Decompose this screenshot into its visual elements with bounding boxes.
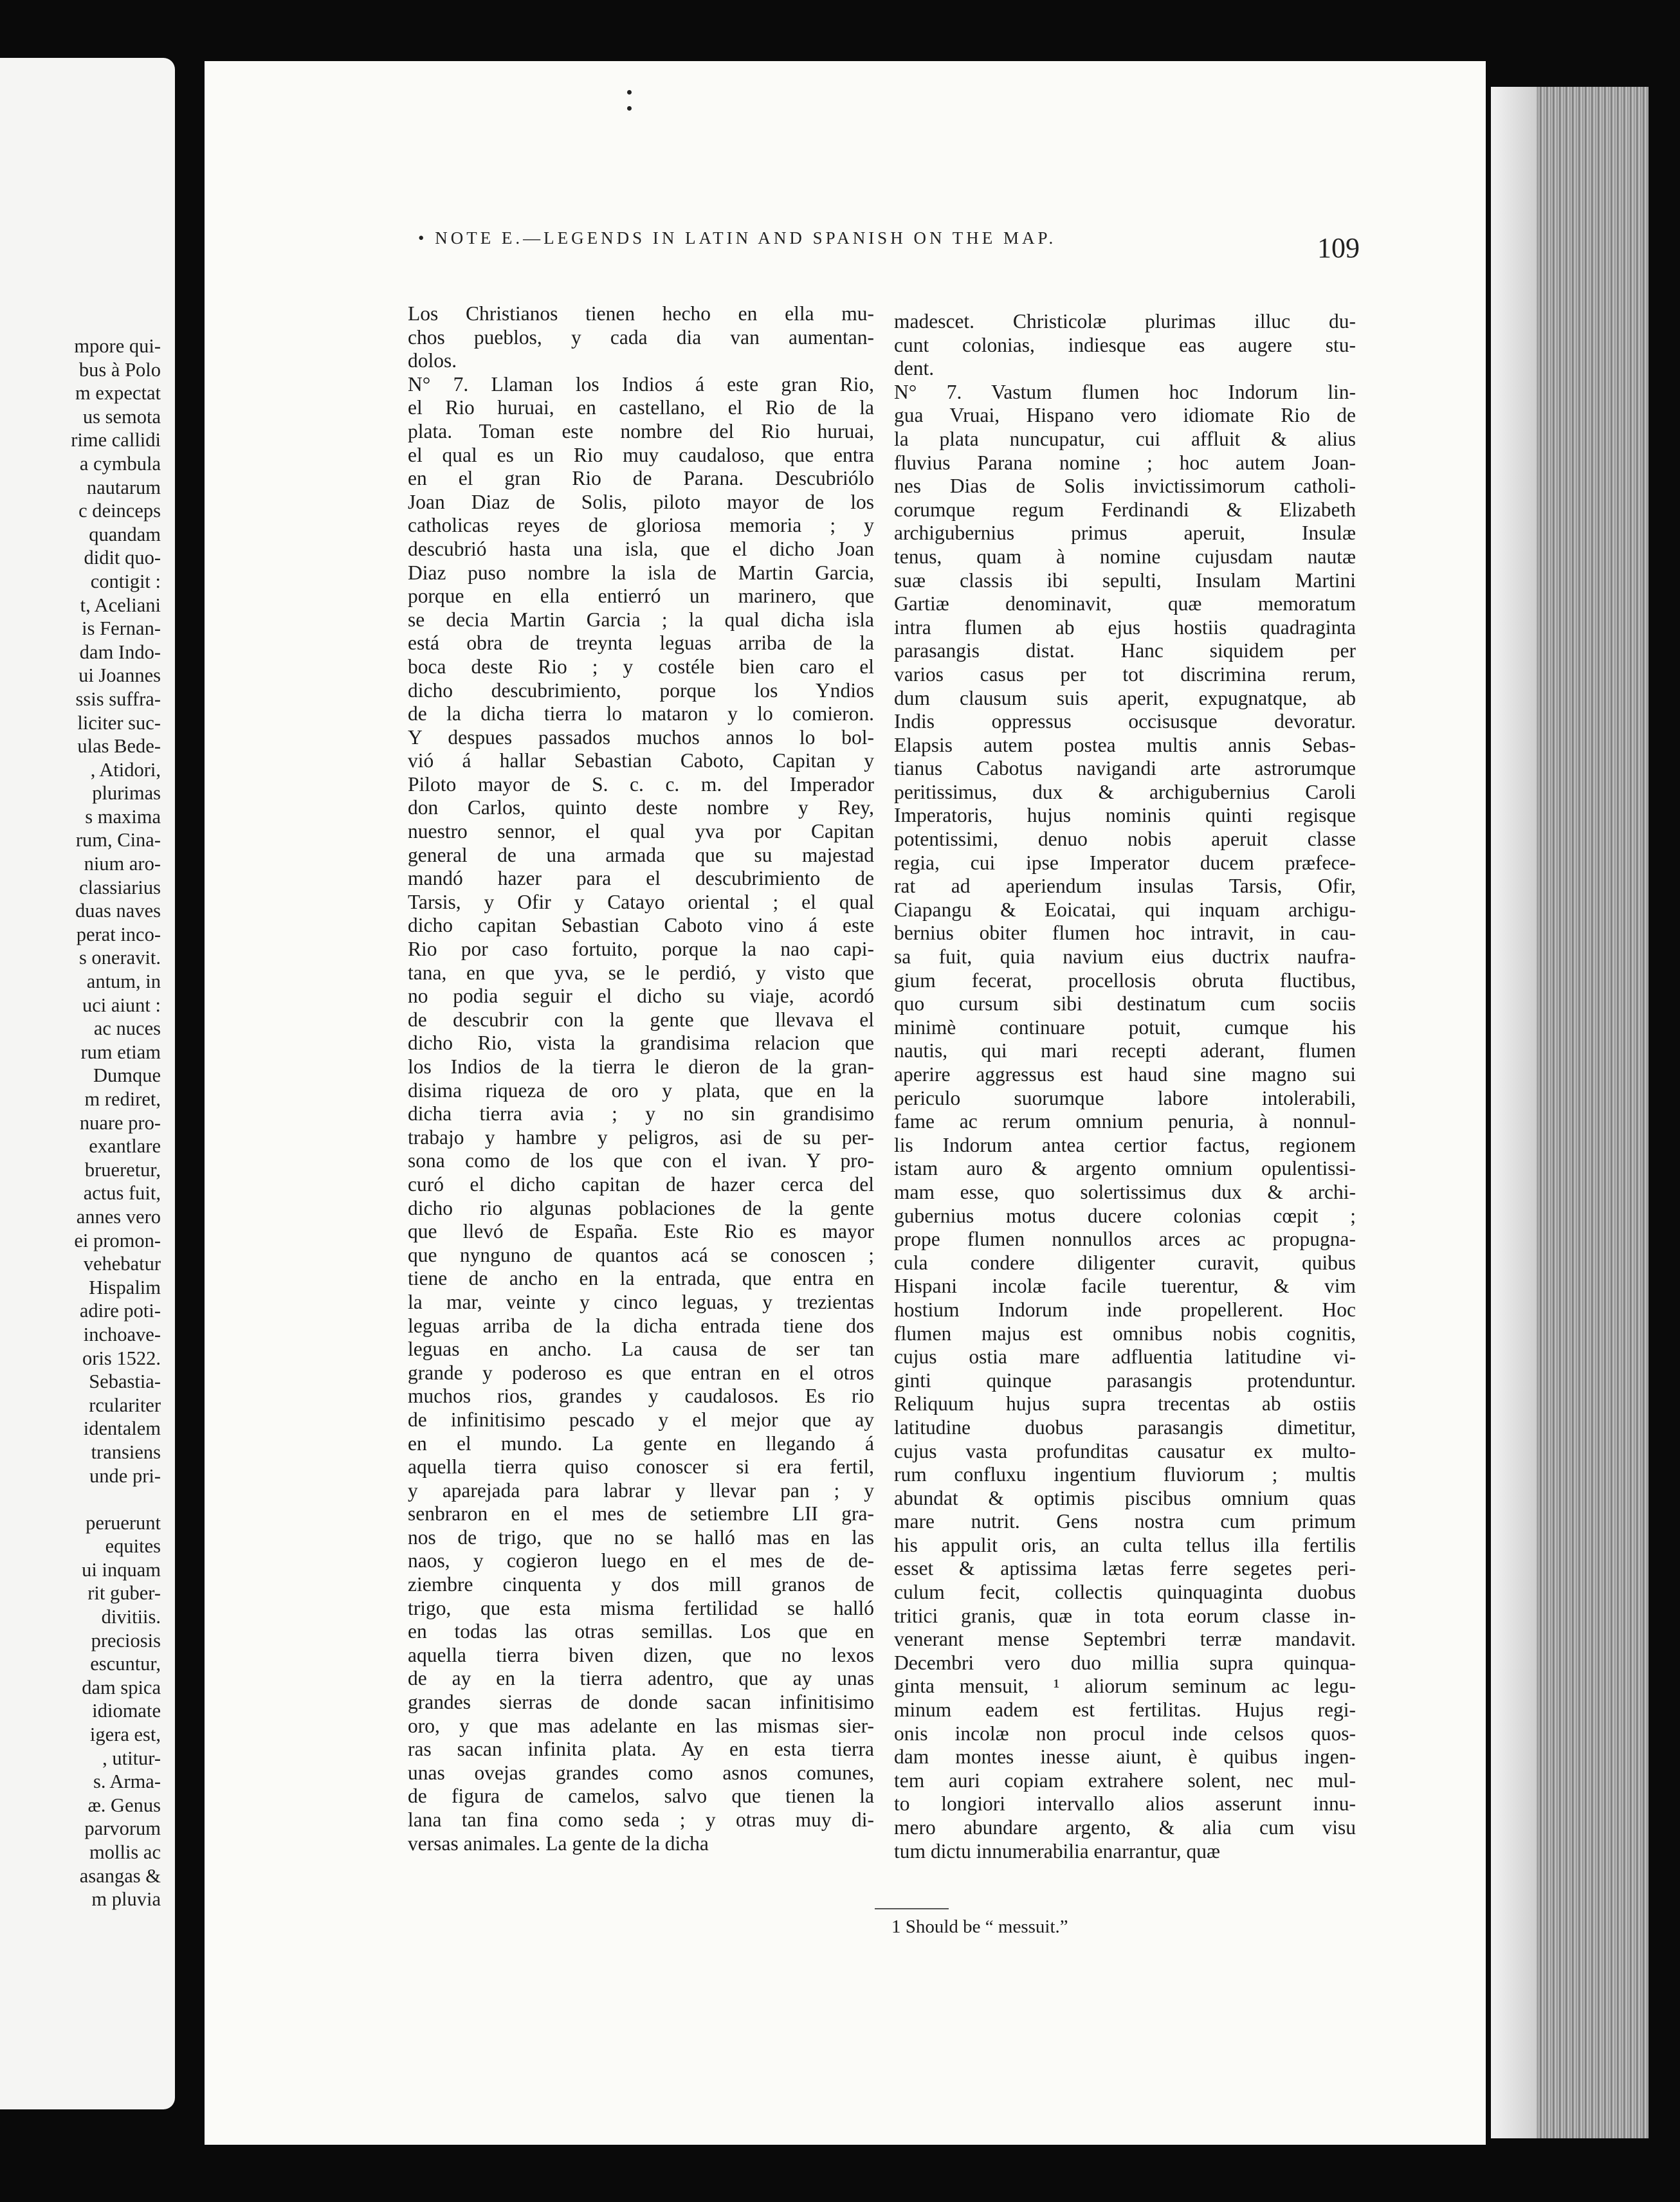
latin-line: mero abundare argento, & alia cum visu xyxy=(894,1816,1356,1839)
spanish-line: vió á hallar Sebastian Caboto, Capitan y xyxy=(408,749,874,772)
latin-line: regia, cui ipse Imperator ducem præfece- xyxy=(894,851,1356,874)
latin-line: intra flumen ab ejus hostiis quadraginta xyxy=(894,615,1356,639)
latin-line: gium fecerat, procellosis obruta fluctibus, xyxy=(894,969,1356,992)
latin-line: tem auri copiam extrahere solent, nec mul- xyxy=(894,1769,1356,1792)
latin-line: cula condere diligenter curavit, quibus xyxy=(894,1251,1356,1274)
facing-page-line: uci aiunt : xyxy=(82,994,161,1016)
facing-page-line: quandam xyxy=(89,523,161,545)
spanish-line: grande y poderoso es que entran en el otros xyxy=(408,1361,874,1384)
latin-line: cujus vasta profunditas causatur ex multo- xyxy=(894,1439,1356,1462)
facing-page-line: bus à Polo xyxy=(78,358,161,381)
spanish-line: general de una armada que su majestad xyxy=(408,843,874,866)
spanish-line: chos pueblos, y cada dia van aumentan- xyxy=(408,325,874,349)
spanish-line: N° 7. Llaman los Indios á este gran Rio, xyxy=(408,372,874,396)
facing-page-line: m expectat xyxy=(75,382,161,405)
spanish-line: trabajo y hambre y peligros, asi de su per- xyxy=(408,1125,874,1149)
facing-page-line: , Atidori, xyxy=(90,758,161,781)
spanish-line: naos, y cogieron luego en el mes de de- xyxy=(408,1549,874,1572)
latin-line: dam montes inesse aiunt, è quibus ingen- xyxy=(894,1745,1356,1769)
facing-page-line: mollis ac xyxy=(89,1841,161,1863)
spanish-line: disima riqueza de oro y plata, que en la xyxy=(408,1078,874,1102)
spanish-line: dicho Rio, vista la grandisima relacion que xyxy=(408,1032,874,1055)
latin-line: dum clausum suis aperit, expugnatque, ab xyxy=(894,686,1356,709)
facing-page-line: ei promon- xyxy=(74,1229,161,1251)
spanish-line: se decia Martin Garcia ; la qual dicha isla xyxy=(408,608,874,631)
latin-line: corumque regum Ferdinandi & Elizabeth xyxy=(894,498,1356,521)
latin-line: cujus ostia mare adfluentia latitudine vi- xyxy=(894,1345,1356,1369)
spanish-line: el qual es un Rio muy caudaloso, que entra xyxy=(408,443,874,466)
facing-page-line: perat inco- xyxy=(76,923,161,945)
latin-line: nes Dias de Solis invictissimorum catholi- xyxy=(894,475,1356,498)
latin-line: to longiori intervallo alios asserunt innu- xyxy=(894,1792,1356,1815)
spanish-line: unas ovejas grandes como asnos comunes, xyxy=(408,1761,874,1784)
latin-line: Gartiæ denominavit, quæ memoratum xyxy=(894,592,1356,615)
spanish-line: Diaz puso nombre la isla de Martin Garcia, xyxy=(408,561,874,584)
facing-page-line: is Fernan- xyxy=(82,617,161,640)
latin-line: tenus, quam à nomine cujusdam nautæ xyxy=(894,545,1356,568)
spanish-line: que nynguno de quantos acá se conoscen ; xyxy=(408,1243,874,1266)
spanish-line: nuestro sennor, el qual yva por Capitan xyxy=(408,820,874,843)
facing-page-line: equites xyxy=(105,1535,161,1558)
facing-page-line: Sebastia- xyxy=(89,1370,161,1393)
facing-page-line: brueretur, xyxy=(84,1158,161,1181)
facing-page-line: rculariter xyxy=(89,1394,161,1416)
spanish-line: ras sacan infinita plata. Ay en esta tierra xyxy=(408,1738,874,1761)
latin-line: esset & aptissima lætas ferre segetes peri- xyxy=(894,1557,1356,1580)
latin-line: tritici granis, quæ in tota eorum classe in- xyxy=(894,1604,1356,1627)
facing-page-line: idiomate xyxy=(92,1700,161,1722)
facing-page-line: t, Aceliani xyxy=(80,594,161,616)
facing-page-text xyxy=(0,334,161,1911)
facing-page-line: peruerunt xyxy=(86,1511,161,1534)
margin-marks xyxy=(627,90,632,122)
running-head: • NOTE E.—LEGENDS IN LATIN AND SPANISH ON THE MAP. xyxy=(418,228,1057,248)
facing-page-line: m pluvia xyxy=(91,1888,161,1911)
spanish-line: y aparejada para labrar y llevar pan ; y xyxy=(408,1479,874,1502)
facing-page-line: us semota xyxy=(82,405,161,428)
facing-page-line: adire poti- xyxy=(79,1300,161,1322)
spanish-line: el Rio huruai, en castellano, el Rio de la xyxy=(408,396,874,419)
latin-line: mam esse, quo solertissimus dux & archi- xyxy=(894,1180,1356,1203)
latin-line: minimè continuare potuit, cumque his xyxy=(894,1015,1356,1039)
spanish-line: dicho rio algunas poblaciones de la gente xyxy=(408,1196,874,1219)
facing-page-line: ui Joannes xyxy=(78,664,161,687)
facing-page-line: s oneravit. xyxy=(78,947,161,969)
facing-page-line: , utitur- xyxy=(102,1747,161,1769)
facing-page-line: annes vero xyxy=(76,1205,161,1228)
latin-line: suæ classis ibi sepulti, Insulam Martini xyxy=(894,569,1356,592)
spanish-line: lana tan fina como seda ; y otras muy di- xyxy=(408,1808,874,1831)
spanish-line: curó el dicho capitan de hazer cerca del xyxy=(408,1172,874,1196)
spanish-line: en todas las otras semillas. Los que en xyxy=(408,1620,874,1643)
spanish-line: Tarsis, y Ofir y Catayo oriental ; el qual xyxy=(408,890,874,913)
spanish-line: dicho descubrimiento, porque los Yndios xyxy=(408,678,874,702)
spanish-line: nos de trigo, que no se halló mas en las xyxy=(408,1525,874,1549)
facing-page-line: escuntur, xyxy=(90,1653,161,1675)
spanish-line: de figura de camelos, salvo que tienen la xyxy=(408,1785,874,1808)
facing-page-line xyxy=(0,1488,161,1511)
spanish-line: Joan Diaz de Solis, piloto mayor de los xyxy=(408,490,874,513)
latin-line: tianus Cabotus navigandi arte astrorumque xyxy=(894,757,1356,780)
latin-line: lis Indorum antea certior factus, regionem xyxy=(894,1133,1356,1156)
latin-line: periculo suorumque labore intolerabili, xyxy=(894,1086,1356,1109)
latin-line: gua Vruai, Hispano vero idiomate Rio de xyxy=(894,404,1356,427)
facing-page-line: ac nuces xyxy=(93,1017,161,1040)
facing-page-line: identalem xyxy=(83,1417,161,1440)
facing-page-line: a cymbula xyxy=(79,452,161,475)
facing-page-line: didit quo- xyxy=(84,547,161,569)
spanish-line: de la dicha tierra lo mataron y lo comieron. xyxy=(408,702,874,725)
latin-line: cunt colonias, indiesque eas augere stu- xyxy=(894,333,1356,356)
spanish-line: aquella tierra biven dizen, que no lexos xyxy=(408,1643,874,1666)
facing-page-line: nuare pro- xyxy=(79,1111,161,1134)
facing-page-line: s maxima xyxy=(85,805,161,828)
facing-page-line: rum, Cina- xyxy=(75,829,161,851)
spanish-line: trigo, que esta misma fertilidad se halló xyxy=(408,1596,874,1619)
facing-page-line: rum etiam xyxy=(80,1041,161,1063)
facing-page-line: mpore qui- xyxy=(74,335,161,357)
spanish-line: de ay en la tierra adentro, que ay unas xyxy=(408,1667,874,1690)
latin-line: latitudine duobus parasangis dimetitur, xyxy=(894,1415,1356,1439)
spanish-line: dolos. xyxy=(408,349,457,372)
latin-line: prope flumen nonnullos arces ac propugna- xyxy=(894,1228,1356,1251)
facing-page-line: vehebatur xyxy=(83,1253,161,1275)
spanish-line: está obra de treynta leguas arriba de la xyxy=(408,632,874,655)
facing-page-line: antum, in xyxy=(86,970,161,993)
latin-line: rat ad aperiendum insulas Tarsis, Ofir, xyxy=(894,875,1356,898)
latin-line: Indis oppressus occisusque devoratur. xyxy=(894,710,1356,733)
page-edges-highlight xyxy=(1491,87,1536,2138)
latin-line: la plata nuncupatur, cui affluit & alius xyxy=(894,427,1356,450)
spanish-line: catholicas reyes de gloriosa memoria ; y xyxy=(408,514,874,537)
latin-line: istam auro & argento omnium opulentissi- xyxy=(894,1157,1356,1180)
latin-line: Hispani incolæ facile tuerentur, & vim xyxy=(894,1275,1356,1298)
facing-page-line: ui inquam xyxy=(82,1558,161,1581)
spanish-column xyxy=(408,302,874,1855)
spanish-line: en el mundo. La gente en llegando á xyxy=(408,1432,874,1455)
latin-line: potentissimi, denuo nobis aperuit classe xyxy=(894,828,1356,851)
latin-line: sa fuit, quia navium eius ductrix naufra- xyxy=(894,945,1356,969)
latin-line: peritissimus, dux & archigubernius Caroli xyxy=(894,780,1356,803)
facing-page-line: asangas & xyxy=(79,1864,161,1887)
spanish-line: plata. Toman este nombre del Rio huruai, xyxy=(408,419,874,442)
spanish-line: no podia seguir el dicho su viaje, acordó xyxy=(408,985,874,1008)
spanish-line: mandó hazer para el descubrimiento de xyxy=(408,867,874,890)
spanish-line: de descubrir con la gente que llevava el xyxy=(408,1008,874,1031)
facing-page-line: classiarius xyxy=(78,876,161,898)
latin-line: rum confluxu ingentium fluviorum ; multis xyxy=(894,1463,1356,1486)
spanish-line: senbraron en el mes de setiembre LII gra- xyxy=(408,1502,874,1525)
spanish-line: aquella tierra quiso conoscer si era fertil, xyxy=(408,1455,874,1479)
latin-line: parasangis distat. Hanc siquidem per xyxy=(894,639,1356,662)
spanish-line: la mar, veinte y cinco leguas, y trezientas xyxy=(408,1290,874,1313)
spanish-line: tana, en que yva, se le perdió, y visto que xyxy=(408,961,874,984)
spanish-line: descubrió hasta una isla, que el dicho Joan xyxy=(408,537,874,560)
spanish-line: tiene de ancho en la entrada, que entra en xyxy=(408,1267,874,1290)
latin-line: gubernius motus ducere colonias cœpit ; xyxy=(894,1204,1356,1227)
latin-line: mare nutrit. Gens nostra cum primum xyxy=(894,1510,1356,1533)
facing-page-line: æ. Genus xyxy=(87,1794,161,1816)
spanish-line: dicha tierra avia ; y no sin grandisimo xyxy=(408,1102,874,1125)
spanish-line: muchos rios, grandes y caudalosos. Es rio xyxy=(408,1385,874,1408)
latin-line: Imperatoris, hujus nominis quinti regisque xyxy=(894,804,1356,827)
facing-page-line: preciosis xyxy=(91,1629,161,1652)
facing-page-line: divitiis. xyxy=(101,1606,161,1628)
spanish-line: en el gran Rio de Parana. Descubriólo xyxy=(408,467,874,490)
facing-page-line: liciter suc- xyxy=(77,711,161,734)
latin-line: fluvius Parana nomine ; hoc autem Joan- xyxy=(894,451,1356,474)
latin-line: aperire aggressus est haud sine magno sui xyxy=(894,1063,1356,1086)
facing-page xyxy=(0,58,175,2109)
latin-line: ginti quinque parasangis protenduntur. xyxy=(894,1369,1356,1392)
spanish-line: ziembre cinquenta y dos mill granos de xyxy=(408,1573,874,1596)
latin-line: quo cursum sibi destinatum cum sociis xyxy=(894,992,1356,1015)
facing-page-line: contigit : xyxy=(90,570,161,592)
spanish-line: don Carlos, quinto deste nombre y Rey, xyxy=(408,796,874,819)
spanish-line: Rio por caso fortuito, porque la nao capi- xyxy=(408,938,874,961)
latin-line: varios casus per tot discrimina rerum, xyxy=(894,662,1356,686)
latin-line: Ciapangu & Eoicatai, qui inquam archigu- xyxy=(894,898,1356,921)
spanish-line: boca deste Rio ; y costéle bien caro el xyxy=(408,655,874,678)
latin-line: madescet. Christicolæ plurimas illuc du- xyxy=(894,310,1356,332)
spanish-line: Los Christianos tienen hecho en ella mu- xyxy=(408,302,874,325)
footnote-rule xyxy=(875,1908,949,1909)
latin-line: fame ac rerum omnium penuria, à nonnul- xyxy=(894,1110,1356,1133)
latin-column xyxy=(894,310,1356,1863)
latin-line: ginta mensuit, ¹ aliorum seminum ac legu- xyxy=(894,1675,1356,1698)
latin-line: minum eadem est fertilitas. Hujus regi- xyxy=(894,1698,1356,1722)
facing-page-line: Hispalim xyxy=(89,1276,161,1298)
facing-page-line: rit guber- xyxy=(87,1582,161,1605)
spanish-line: porque en ella entierró un marinero, que xyxy=(408,585,874,608)
latin-line: venerant mense Septembri terræ mandavit. xyxy=(894,1628,1356,1651)
spanish-line: versas animales. La gente de la dicha xyxy=(408,1832,709,1855)
spanish-line: leguas en ancho. La causa de ser tan xyxy=(408,1338,874,1361)
latin-line: nautis, qui mari recepti aderant, flumen xyxy=(894,1039,1356,1062)
latin-line: archigubernius primus aperuit, Insulæ xyxy=(894,522,1356,545)
spanish-line: Piloto mayor de S. c. c. m. del Imperador xyxy=(408,772,874,796)
latin-line: tum dictu innumerabilia enarrantur, quæ xyxy=(894,1839,1220,1862)
facing-page-line: inchoave- xyxy=(83,1323,161,1345)
latin-line: his appulit oris, an culta tellus illa fertilis xyxy=(894,1533,1356,1556)
latin-line: hostium Indorum inde propellerent. Hoc xyxy=(894,1298,1356,1321)
facing-page-line: Dumque xyxy=(93,1064,161,1087)
footnote: 1 Should be “ messuit.” xyxy=(891,1916,1068,1937)
facing-page-line: oris 1522. xyxy=(82,1347,161,1369)
facing-page-line: unde pri- xyxy=(89,1464,161,1487)
spanish-line: grandes sierras de donde sacan infinitisimo xyxy=(408,1691,874,1714)
facing-page-line: nautarum xyxy=(86,476,161,498)
facing-page-line: dam Indo- xyxy=(79,641,161,663)
spanish-line: oro, y que mas adelante en las mismas sier- xyxy=(408,1714,874,1737)
latin-line: Reliquum hujus supra trecentas ab ostiis xyxy=(894,1392,1356,1415)
facing-page-line: exantlare xyxy=(89,1135,161,1158)
latin-line: bernius obiter flumen hoc intravit, in cau- xyxy=(894,922,1356,945)
facing-page-line: ulas Bede- xyxy=(77,735,161,758)
latin-line: culum fecit, collectis quinquaginta duobus xyxy=(894,1581,1356,1604)
facing-page-line: ssis suffra- xyxy=(75,687,161,710)
spanish-line: que llevó de España. Este Rio es mayor xyxy=(408,1220,874,1243)
facing-page-line: parvorum xyxy=(84,1817,161,1840)
facing-page-line: nium aro- xyxy=(84,853,161,875)
spanish-line: sona como de los que con el ivan. Y pro- xyxy=(408,1149,874,1172)
facing-page-line: actus fuit, xyxy=(83,1182,161,1205)
facing-page-line: m rediret, xyxy=(84,1088,161,1110)
spanish-line: leguas arriba de la dicha entrada tiene dos xyxy=(408,1314,874,1337)
latin-line: abundat & optimis piscibus omnium quas xyxy=(894,1486,1356,1509)
page-number: 109 xyxy=(1317,232,1360,264)
facing-page-line: transiens xyxy=(91,1441,161,1463)
latin-line: onis incolæ non procul inde celsos quos- xyxy=(894,1722,1356,1745)
latin-line: flumen majus est omnibus nobis cognitis, xyxy=(894,1322,1356,1345)
spanish-line: los Indios de la tierra le dieron de la gran- xyxy=(408,1055,874,1078)
facing-page-line: c deinceps xyxy=(78,500,161,522)
spanish-line: de infinitisimo pescado y el mejor que ay xyxy=(408,1408,874,1431)
spanish-line: Y despues passados muchos annos lo bol- xyxy=(408,725,874,749)
latin-line: dent. xyxy=(894,357,935,380)
facing-page-line: plurimas xyxy=(92,782,161,805)
spanish-line: dicho capitan Sebastian Caboto vino á este xyxy=(408,914,874,937)
facing-page-line: duas naves xyxy=(75,900,161,922)
latin-line: Decembri vero duo millia supra quinqua- xyxy=(894,1651,1356,1674)
facing-page-line: dam spica xyxy=(82,1676,161,1698)
facing-page-line: s. Arma- xyxy=(93,1770,161,1793)
latin-line: N° 7. Vastum flumen hoc Indorum lin- xyxy=(894,380,1356,403)
latin-line: Elapsis autem postea multis annis Sebas- xyxy=(894,733,1356,756)
facing-page-line: rime callidi xyxy=(71,429,161,451)
facing-page-line: igera est, xyxy=(89,1724,161,1746)
